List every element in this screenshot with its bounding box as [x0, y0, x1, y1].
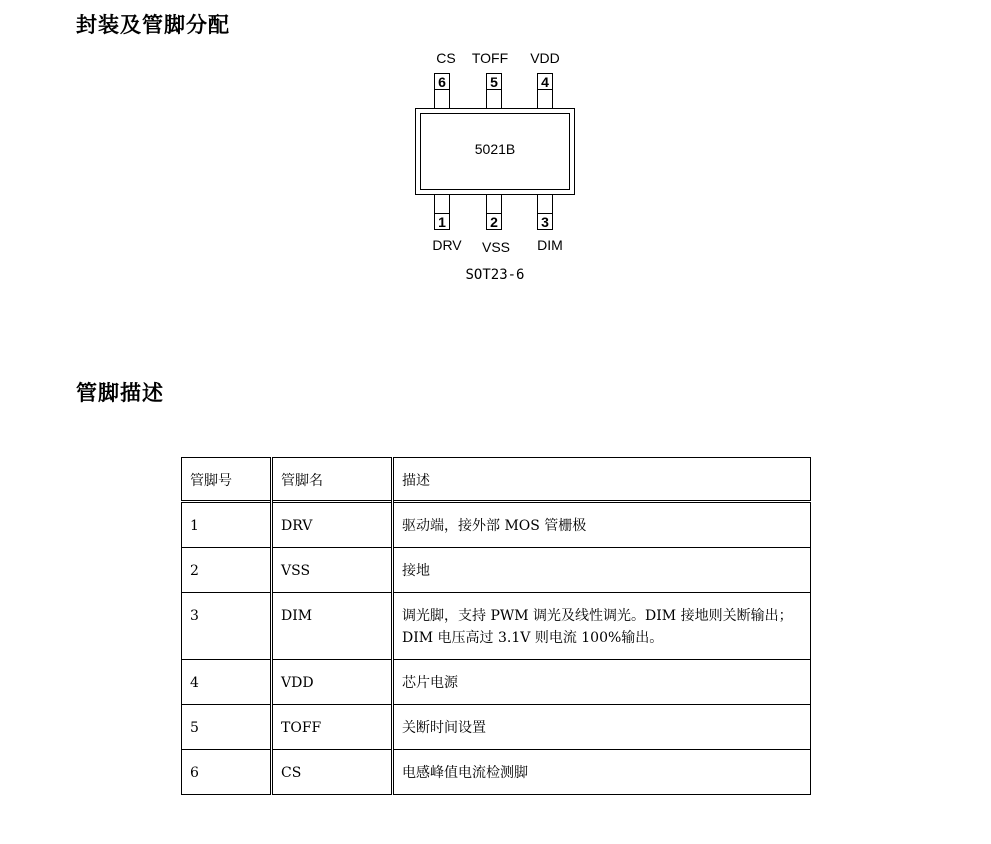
header-description: 描述 — [393, 458, 811, 502]
header-pin-number: 管脚号 — [182, 458, 272, 502]
pin-number: 1 — [435, 213, 449, 229]
section-heading-package: 封装及管脚分配 — [76, 13, 230, 37]
pin-label-toff: TOFF — [471, 50, 509, 66]
chip-body — [415, 108, 575, 195]
header-pin-name: 管脚名 — [272, 458, 393, 502]
cell-pin-number: 1 — [182, 502, 272, 548]
pin-6 — [434, 73, 450, 109]
cell-description: 电感峰值电流检测脚 — [393, 750, 811, 795]
cell-description: 芯片电源 — [393, 660, 811, 705]
cell-pin-number: 4 — [182, 660, 272, 705]
table-header-row — [182, 458, 811, 502]
cell-description: 接地 — [393, 548, 811, 593]
pin-3 — [537, 194, 553, 230]
cell-pin-name: DIM — [272, 593, 393, 660]
cell-pin-number: 5 — [182, 705, 272, 750]
cell-pin-name: DRV — [272, 502, 393, 548]
cell-pin-name: VSS — [272, 548, 393, 593]
cell-pin-number: 3 — [182, 593, 272, 660]
table-row — [182, 660, 811, 705]
section-heading-description: 管脚描述 — [76, 381, 164, 405]
pin-label-cs: CS — [436, 50, 456, 66]
cell-pin-name: VDD — [272, 660, 393, 705]
cell-description: 调光脚，支持 PWM 调光及线性调光。DIM 接地则关断输出；DIM 电压高过 3.1V 则电流 100%输出。 — [393, 593, 811, 660]
cell-pin-number: 2 — [182, 548, 272, 593]
pin-4 — [537, 73, 553, 109]
package-name: SOT23-6 — [465, 267, 525, 283]
pin-2 — [486, 194, 502, 230]
cell-pin-name: CS — [272, 750, 393, 795]
table-row — [182, 502, 811, 548]
pin-label-vss: VSS — [481, 239, 511, 255]
pin-number: 5 — [487, 74, 501, 90]
pin-label-dim: DIM — [537, 237, 563, 253]
pin-label-vdd: VDD — [530, 50, 560, 66]
cell-description: 关断时间设置 — [393, 705, 811, 750]
part-number: 5021B — [474, 141, 516, 157]
table-row — [182, 593, 811, 660]
pin-label-drv: DRV — [432, 237, 462, 253]
package-pinout-diagram — [410, 46, 580, 286]
table-row — [182, 548, 811, 593]
cell-pin-name: TOFF — [272, 705, 393, 750]
pin-number: 4 — [538, 74, 552, 90]
pin-description-table — [181, 457, 811, 795]
pin-5 — [486, 73, 502, 109]
table-row — [182, 705, 811, 750]
cell-description: 驱动端，接外部 MOS 管栅极 — [393, 502, 811, 548]
pin-number: 6 — [435, 74, 449, 90]
table-row — [182, 750, 811, 795]
pin-number: 2 — [487, 213, 501, 229]
pin-1 — [434, 194, 450, 230]
pin-number: 3 — [538, 213, 552, 229]
cell-pin-number: 6 — [182, 750, 272, 795]
